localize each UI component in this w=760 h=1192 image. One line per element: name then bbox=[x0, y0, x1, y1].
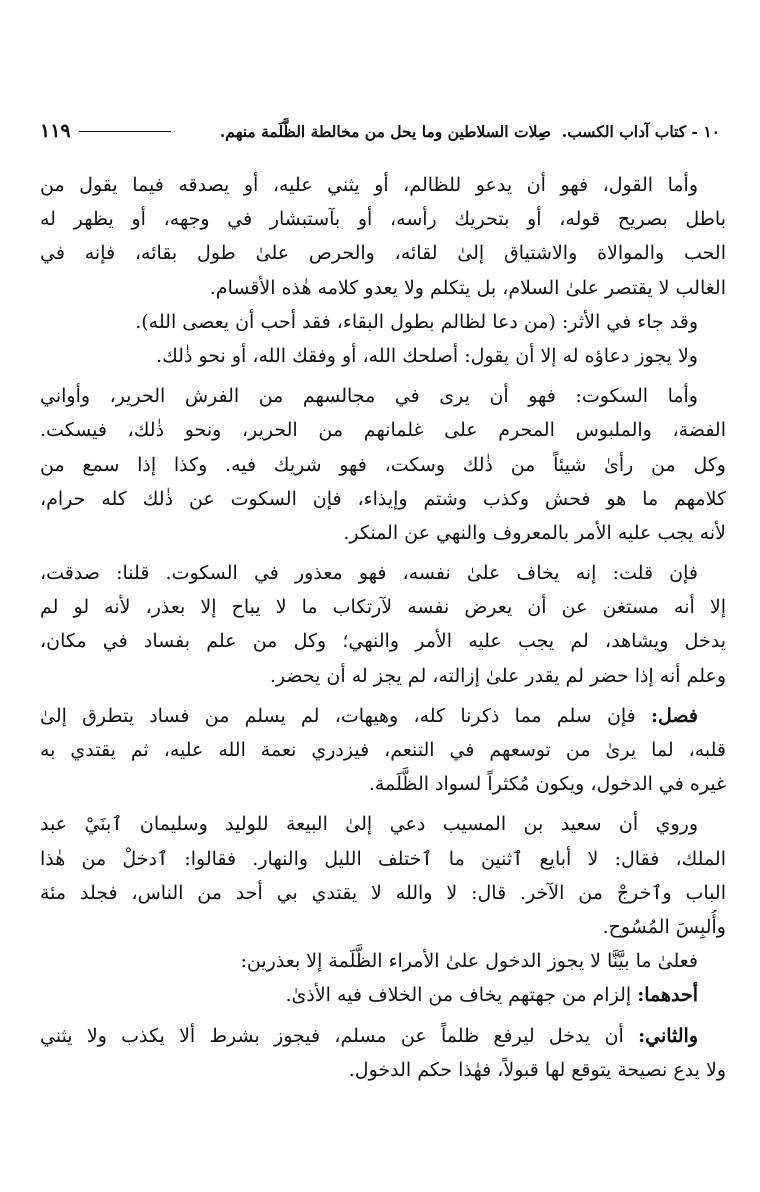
paragraph bbox=[40, 807, 726, 944]
paragraph bbox=[40, 168, 726, 305]
chapter-title: كتاب آداب الكسب bbox=[567, 121, 687, 141]
text-line: قلبه، لما يرىٰ من توسعهم في التنعم، فيزدري نعمة الله عليه، ثم يقتدي به bbox=[40, 739, 726, 761]
text-line: الملك، فقال: لا أبايع ٱثنين ما ٱختلف الليل والنهار. فقالوا: ٱدخلْ من هٰذا bbox=[40, 847, 726, 870]
text-line: الفضة، والملبوس المحرم على غلمانهم من الحرير، ونحو ذٰلك، فيسكت. bbox=[40, 419, 726, 442]
text-line: وقد جاء في الأثر: (من دعا لظالم بطول البقاء، فقد أحب أن يعصى الله). bbox=[135, 310, 698, 333]
paragraph bbox=[40, 978, 726, 1012]
text-run: فإن سلم مما ذكرنا كله، وهيهات، لم يسلم من فساد يتطرق إلىٰ bbox=[40, 704, 636, 727]
text-line: باطل بصريح قوله، أو بتحريك رأسه، أو بآستبشار في وجهه، أو يظهر له bbox=[40, 208, 726, 231]
paragraph bbox=[40, 944, 726, 978]
paragraph-label: أحدهما: bbox=[637, 984, 698, 1007]
text-line: غيره في الدخول، ويكون مُكثراً لسواد الظَّلَمة. bbox=[368, 773, 726, 796]
text-line: وروي أن سعيد بن المسيب دعي إلىٰ البيعة للوليد وسليمان ٱبنَيْ عبد bbox=[40, 813, 698, 836]
text-line: وعلم أنه إذا حضر لم يقدر علىٰ إزالته، لم يجز له أن يحضر. bbox=[269, 664, 726, 687]
paragraph bbox=[40, 556, 726, 693]
text-line bbox=[40, 1019, 726, 1053]
section-title: صِلات السلاطين وما يحل من مخالطة الظَّلَمة منهم bbox=[225, 121, 551, 141]
text-line bbox=[40, 699, 726, 733]
header-page-group bbox=[40, 120, 179, 142]
text-line: وأُلبِسَ المُسُوح. bbox=[602, 915, 726, 938]
text-line: وأما السكوت: فهو أن يرى في مجالسهم من الفرش الحرير، وأواني bbox=[40, 385, 698, 408]
text-line: الغالب لا يقتصر علىٰ السلام، بل يتكلم ولا يعدو كلامه هٰذه الأقسام. bbox=[209, 276, 726, 299]
body-text bbox=[40, 168, 726, 1087]
paragraph bbox=[40, 699, 726, 802]
text-line: وكل من رأىٰ شيئاً من ذٰلك وسكت، فهو شريك فيه. وكذا إذا سمع من bbox=[40, 453, 726, 476]
text-run: إلزام من جهتهم يخاف من الخلاف فيه الأذىٰ. bbox=[285, 984, 632, 1007]
text-line: ولا يجوز دعاؤه له إلا أن يقول: أصلحك الله، أو وفقك الله، أو نحو ذٰلك. bbox=[156, 344, 698, 367]
header-title-group: ١٠ - كتاب آداب الكسب . صِلات السلاطين وما يحل من مخالطة الظَّلَمة منهم . bbox=[219, 121, 720, 141]
paragraph bbox=[40, 339, 726, 373]
text-line: ولا يدع نصيحة يتوقع لها قبولاً، فهٰذا حكم الدخول. bbox=[348, 1058, 726, 1081]
paragraph bbox=[40, 1019, 726, 1087]
paragraph bbox=[40, 379, 726, 550]
text-line: يدخل ويشاهد، لم يجب عليه الأمر والنهي؛ وكل من علم بفساد في مكان، bbox=[40, 630, 726, 653]
chapter-number: ١٠ bbox=[703, 121, 720, 141]
text-line: إلا أنه مستغن عن أن يعرض نفسه لآرتكاب ما لا يباح إلا بعذر، لأنه لو لم bbox=[40, 596, 726, 619]
text-line: فعلىٰ ما بيَّنَّا لا يجوز الدخول علىٰ الأمراء الظَّلَمة إلا بعذرين: bbox=[240, 950, 698, 973]
text-line: الباب وٱخرجْ من الآخر. قال: لا والله لا يقتدي بي أحد من الناس، فجلد مئة bbox=[40, 881, 726, 904]
paragraph-label: فصل: bbox=[651, 704, 698, 727]
paragraph-label: والثاني: bbox=[638, 1024, 698, 1047]
text-line: الحب والموالاة والاشتياق إلىٰ لقائه، والحرص علىٰ طول بقائه، فإنه في bbox=[40, 242, 726, 265]
text-run: أن يدخل ليرفع ظلماً عن مسلم، فيجوز بشرط ألا يكذب ولا يثني bbox=[40, 1024, 624, 1047]
text-line: فإن قلت: إنه يخاف علىٰ نفسه، فهو معذور في السكوت. قلنا: صدقت، bbox=[40, 562, 698, 585]
paragraph bbox=[40, 305, 726, 339]
text-line: وأما القول، فهو أن يدعو للظالم، أو يثني عليه، أو يصدقه فيما يقول من bbox=[40, 174, 698, 196]
text-line: لأنه يجب عليه الأمر بالمعروف والنهي عن المنكر. bbox=[343, 521, 726, 544]
page-number: ١١٩ bbox=[40, 120, 71, 142]
text-line: كلامهم ما هو فحش وكذب وشتم وإيذاء، فإن السكوت عن ذٰلك كله حرام، bbox=[40, 487, 726, 510]
text-line bbox=[40, 978, 726, 1012]
header-rule bbox=[79, 131, 171, 132]
running-header bbox=[40, 116, 720, 146]
